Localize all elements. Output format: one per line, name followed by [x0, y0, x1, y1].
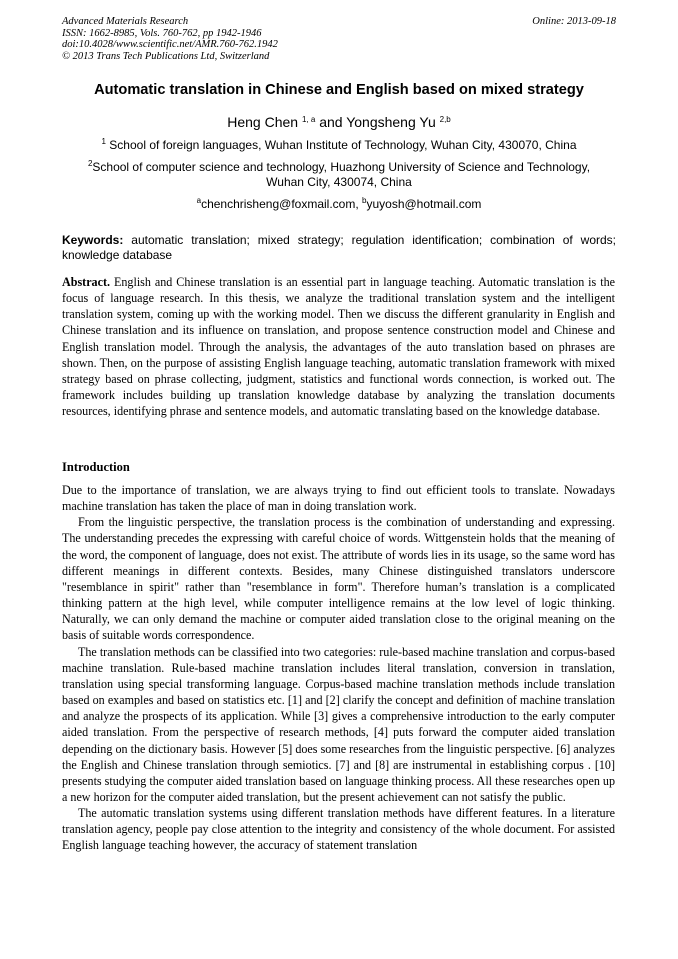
email-superscript: a	[196, 196, 202, 205]
author-name: Yongsheng Yu	[346, 114, 436, 130]
affiliation-text: Wuhan City, 430074, China	[266, 175, 412, 189]
journal-header	[62, 16, 616, 62]
paper-title: Automatic translation in Chinese and English based on mixed strategy	[94, 82, 584, 98]
paragraph: The translation methods can be classified into two categories: rule-based machine translation and corpus-based machine translation. Rule-based machine translation includes literal translation, conversion in translation, translation using special transforming language. Corpus-based machine translation methods include translation based on examples and based on statistics etc. [1] and [2] clarify the concept and definition of machine translation and analyze the prospects of its application. While [3] gives a comprehensive introduction to the early computer aided translation. From the perspective of research methods, [4] puts forward the computer aided translation depending on the dictionary basis. However [5] does some researches from the linguistic perspective. [6] analyzes the English and Chinese translation through semiotics. [7] and [8] are instrumental in establishing corpus . [10] presents studying the computer aided translation based on language thinking process. All these researches open up a new horizon for the computer aided translation, but the present achievement can not satisfy the public.	[62, 644, 615, 804]
email-superscript: b	[362, 196, 367, 205]
issn-line: ISSN: 1662-8985, Vols. 760-762, pp 1942-1946	[62, 27, 262, 39]
paragraph: From the linguistic perspective, the translation process is the combination of understanding and expressing. The understanding precedes the expressing with careful choice of words. Wittgenstein holds that the meaning of the word, the component of language, does not exist. The attribute of words lies in its usage, so the same word has different meanings in different contexts. Besides, many Chinese distinguished translators underscore "resemblance in spirit" rather than "resemblance in form". Therefore human’s translation is a complicated thinking pattern at the high level, while computer intelligence remains at the low level of logic thinking. Naturally, we can only demand the machine or computer aided translation close to the original meaning on the basis of suitable words correspondence.	[62, 515, 615, 643]
keywords	[62, 233, 616, 263]
author-name: Heng Chen	[227, 114, 299, 130]
author-superscript: 1, a	[301, 115, 316, 124]
author-line	[30, 114, 648, 130]
affiliation-text: School of foreign languages, Wuhan Institute of Technology, Wuhan City, 430070, China	[109, 138, 577, 152]
affiliation-text: School of computer science and technology, Huazhong University of Science and Technology,	[92, 160, 591, 174]
abstract	[62, 274, 615, 419]
affiliation-2	[30, 160, 648, 190]
online-date: Online: 2013-09-18	[532, 16, 616, 27]
journal-name: Advanced Materials Research	[62, 16, 189, 27]
email-address: yuyosh@hotmail.com	[366, 197, 482, 211]
abstract-text: English and Chinese translation is an essential part in language teaching. Automatic translation is the focus of language research. In this thesis, we analyze the traditional translation system and the intelligent translation system, coming up with the working model. Then we discuss the different granularity in English and Chinese translation and its influence on translation, and propose sentence construction model and Chinese and English translation model. Through the analysis, the advantages of the auto translation based on phrases are shown. Then, on the purpose of assisting English language teaching, automatic translation framework with mixed strategy based on phrase collecting, judgment, statistics and functional words connection, is worked out. The framework includes building up translation knowledge database by analyzing the translation documents resources, identifying phrase and sentence models, and automatic translating based on the knowledge database.	[62, 275, 615, 419]
affiliation-1	[30, 138, 648, 153]
author-conjunction: and	[319, 114, 343, 130]
author-superscript: 2,b	[439, 115, 451, 124]
email-line	[30, 197, 648, 212]
doi-line: doi:10.4028/www.scientific.net/AMR.760-762.1942	[62, 39, 278, 51]
keywords-text: automatic translation; mixed strategy; regulation identification; combination of words; knowledge database	[62, 233, 616, 262]
section-heading-introduction: Introduction	[62, 460, 130, 474]
paragraph: Due to the importance of translation, we are always trying to find out efficient tools to translate. Nowadays machine translation has taken the place of man in doing translation work.	[62, 483, 615, 514]
affiliation-superscript: 1	[101, 137, 106, 146]
affiliation-superscript: 2	[87, 159, 93, 168]
email-address: chenchrisheng@foxmail.com,	[201, 197, 359, 211]
copyright-line: © 2013 Trans Tech Publications Ltd, Switzerland	[62, 50, 270, 62]
introduction-body	[62, 482, 615, 854]
abstract-label: Abstract.	[62, 275, 111, 289]
paragraph: The automatic translation systems using different translation methods have different features. In a literature translation agency, people pay close attention to the integrity and consistency of the whole document. For assisted English language teaching however, the accuracy of statement translation	[62, 806, 615, 853]
keywords-label: Keywords:	[62, 233, 124, 247]
